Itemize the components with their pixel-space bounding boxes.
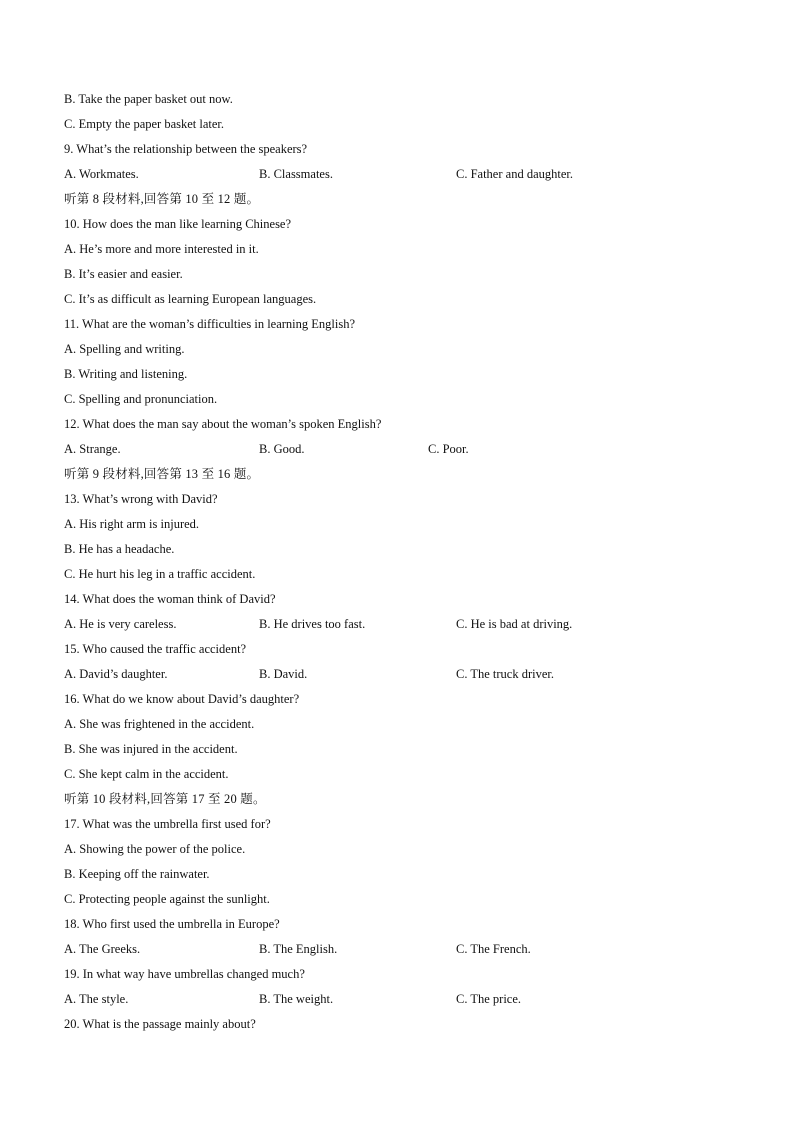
text-line: 13. What’s wrong with David? — [64, 492, 218, 506]
options-row — [64, 612, 764, 637]
text-line: 18. Who first used the umbrella in Europe? — [64, 917, 280, 931]
section-instruction: 听第 8 段材料,回答第 10 至 12 题。 — [64, 192, 260, 206]
text-line: A. His right arm is injured. — [64, 517, 200, 531]
text-line: A. He’s more and more interested in it. — [64, 242, 259, 256]
option-b: B. He drives too fast. — [259, 617, 366, 631]
options-row — [64, 662, 764, 687]
option-c: C. The French. — [456, 942, 531, 956]
option-b: B. Classmates. — [259, 167, 333, 181]
option-a: A. Workmates. — [64, 167, 139, 181]
text-line: C. It’s as difficult as learning European languages. — [64, 292, 317, 306]
text-line: C. Protecting people against the sunlight. — [64, 892, 270, 906]
text-line: 14. What does the woman think of David? — [64, 592, 276, 606]
options-row — [64, 987, 764, 1012]
option-a: A. He is very careless. — [64, 617, 177, 631]
text-line: 9. What’s the relationship between the speakers? — [64, 142, 308, 156]
text-line: 19. In what way have umbrellas changed much? — [64, 967, 305, 981]
text-line: 17. What was the umbrella first used for? — [64, 817, 271, 831]
text-line: 10. How does the man like learning Chinese? — [64, 217, 292, 231]
option-a: A. David’s daughter. — [64, 667, 168, 681]
text-line: C. Spelling and pronunciation. — [64, 392, 218, 406]
option-a: A. The style. — [64, 992, 129, 1006]
text-line: C. He hurt his leg in a traffic accident. — [64, 567, 256, 581]
option-a: A. Strange. — [64, 442, 121, 456]
text-line: 12. What does the man say about the woman’s spoken English? — [64, 417, 382, 431]
option-c: C. Poor. — [428, 442, 469, 456]
option-a: A. The Greeks. — [64, 942, 141, 956]
text-line: 20. What is the passage mainly about? — [64, 1017, 256, 1031]
text-line: B. Keeping off the rainwater. — [64, 867, 210, 881]
text-line: A. Showing the power of the police. — [64, 842, 246, 856]
options-row — [64, 937, 764, 962]
option-c: C. The price. — [456, 992, 522, 1006]
text-line: C. Empty the paper basket later. — [64, 117, 225, 131]
text-line: A. She was frightened in the accident. — [64, 717, 255, 731]
option-b: B. The English. — [259, 942, 338, 956]
text-line: 15. Who caused the traffic accident? — [64, 642, 247, 656]
text-line: B. He has a headache. — [64, 542, 175, 556]
exam-page — [64, 87, 764, 1037]
option-b: B. Good. — [259, 442, 305, 456]
text-line: C. She kept calm in the accident. — [64, 767, 229, 781]
text-line: 16. What do we know about David’s daughter? — [64, 692, 300, 706]
option-b: B. The weight. — [259, 992, 334, 1006]
option-c: C. The truck driver. — [456, 667, 555, 681]
text-line: A. Spelling and writing. — [64, 342, 185, 356]
options-row — [64, 437, 764, 462]
section-instruction: 听第 9 段材料,回答第 13 至 16 题。 — [64, 467, 260, 481]
section-instruction: 听第 10 段材料,回答第 17 至 20 题。 — [64, 792, 266, 806]
text-line: B. Writing and listening. — [64, 367, 188, 381]
text-line: B. Take the paper basket out now. — [64, 92, 233, 106]
options-row — [64, 162, 764, 187]
text-line: 11. What are the woman’s difficulties in learning English? — [64, 317, 356, 331]
option-b: B. David. — [259, 667, 308, 681]
text-line: B. It’s easier and easier. — [64, 267, 183, 281]
option-c: C. He is bad at driving. — [456, 617, 573, 631]
text-line: B. She was injured in the accident. — [64, 742, 238, 756]
option-c: C. Father and daughter. — [456, 167, 573, 181]
